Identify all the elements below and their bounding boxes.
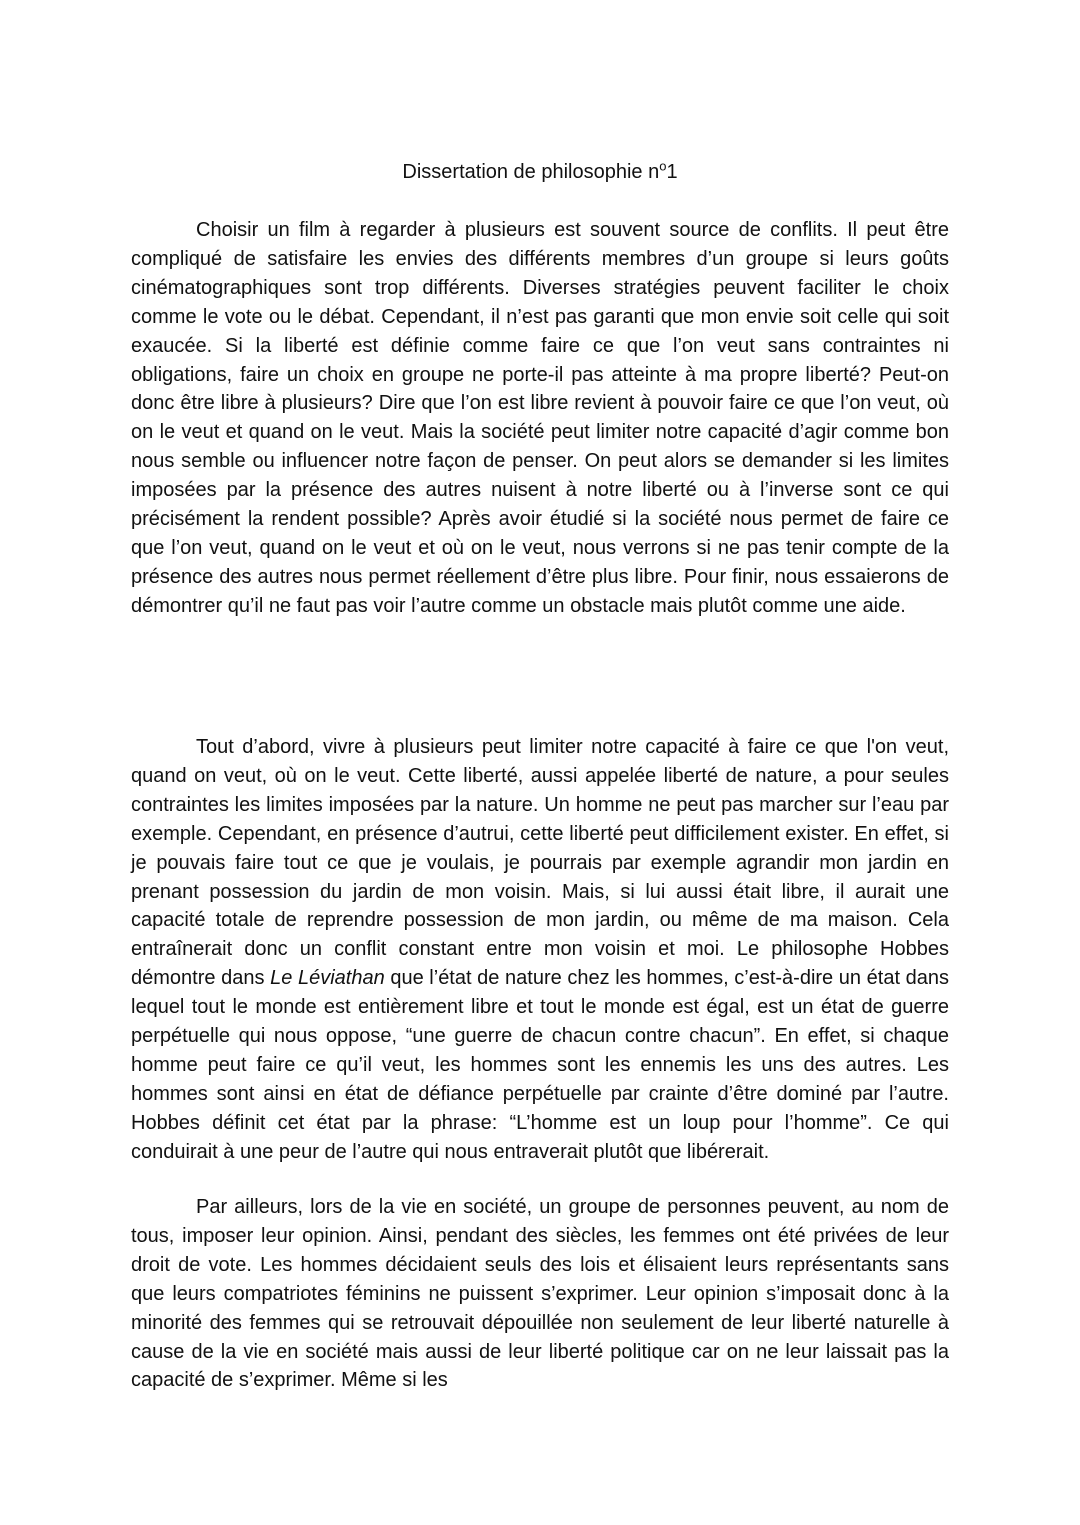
title-number: 1 — [666, 161, 678, 183]
book-title-leviathan: Le Léviathan — [270, 967, 385, 990]
part-one-paragraph — [131, 733, 949, 1167]
title-number-sign: o — [659, 158, 667, 174]
title-text: Dissertation de philosophie n — [402, 161, 660, 183]
introduction-paragraph: Choisir un film à regarder à plusieurs est souvent source de conflits. Il peut être compliqué de satisfaire les envies des différents membres d’un groupe si leurs goûts cinématographiques sont trop différents. Diverses stratégies peuvent faciliter le choix comme le vote ou le débat. Cependant, il n’est pas garanti que mon envie soit celle qui soit exaucée. Si la liberté est définie comme faire ce que l’on veut sans contraintes ni obligations, faire un choix en groupe ne porte-il pas atteinte à ma propre liberté? Peut-on donc être libre à plusieurs? Dire que l’on est libre revient à pouvoir faire ce que l’on veut, où on le veut et quand on le veut. Mais la société peut limiter notre capacité d’agir comme bon nous semble ou influencer notre façon de penser. On peut alors se demander si les limites imposées par la présence des autres nuisent à notre liberté ou à l’inverse sont ce qui précisément la rendent possible? Après avoir étudié si la société nous permet de faire ce que l’on veut, quand on le veut et où on le veut, nous verrons si ne pas tenir compte de la présence des autres nous permet réellement d’être plus libre. Pour finir, nous essaierons de démontrer qu’il ne faut pas voir l’autre comme un obstacle mais plutôt comme une aide. — [131, 219, 949, 617]
part-one-text-end: que l’état de nature chez les hommes, c’est-à-dire un état dans lequel tout le monde est entièrement libre et tout le monde est égal, est un état de guerre perpétuelle qui nous oppose, “une guerre de chacun contre chacun”. En effet, si chaque homme peut faire ce qu’il veut, les hommes sont les ennemis les uns des autres. Les hommes sont ainsi en état de défiance perpétuelle par crainte d’être dominé par l’autre. Hobbes définit cet état par la phrase: “L’homme est un loup pour l’homme”. Ce qui conduirait à une peur de l’autre qui nous entraverait plutôt que libérerait. — [131, 967, 949, 1163]
part-one-text-start: Tout d’abord, vivre à plusieurs peut limiter notre capacité à faire ce que l'on veut, quand on veut, où on le veut. Cette liberté, aussi appelée liberté de nature, a pour seules contraintes les limites imposées par la nature. Un homme ne peut pas marcher sur l’eau par exemple. Cependant, en présence d’autrui, cette liberté peut difficilement exister. En effet, si je pouvais faire tout ce que je voulais, je pourrais par exemple agrandir mon jardin en prenant possession du jardin de mon voisin. Mais, si lui aussi était libre, il aurait une capacité totale de reprendre possession de mon jardin, ou même de ma maison. Cela entraînerait donc un conflit constant entre mon voisin et moi. Le philosophe Hobbes démontre dans — [131, 736, 949, 990]
part-two-paragraph: Par ailleurs, lors de la vie en société, un groupe de personnes peuvent, au nom de tous, imposer leur opinion. Ainsi, pendant des siècles, les femmes ont été privées de leur droit de vote. Les hommes décidaient seuls des lois et élisaient leurs représentants sans que leurs compatriotes féminins ne puissent s’exprimer. Leur opinion s’imposait donc à la minorité des femmes qui se retrouvait dépouillée non seulement de leur liberté naturelle à cause de la vie en société mais aussi de leur liberté politique car on ne leur laissait pas la capacité de s’exprimer. Même si les — [131, 1196, 949, 1392]
document-title — [0, 158, 1080, 186]
